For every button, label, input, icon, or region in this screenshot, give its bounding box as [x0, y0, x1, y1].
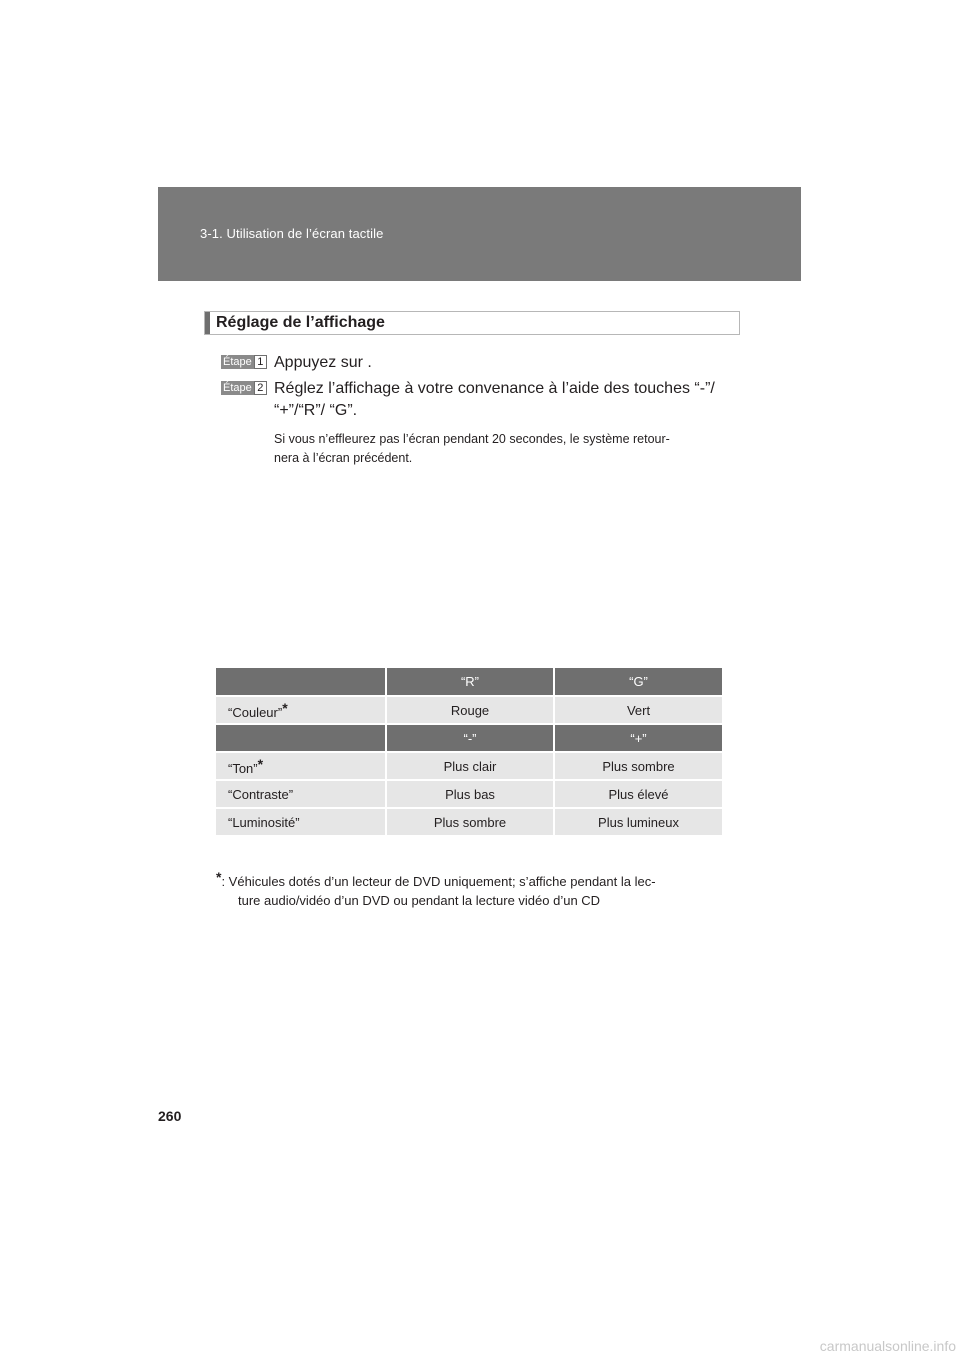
- table-header-row: [216, 724, 722, 752]
- table-row-label: [216, 696, 386, 724]
- step-1-text: Appuyez sur .: [274, 354, 372, 371]
- table-row: [216, 808, 722, 836]
- footnote: [216, 868, 746, 910]
- step-1-word: Étape: [223, 356, 252, 368]
- footnote-star: *: [282, 700, 288, 716]
- table-cell: Plus élevé: [554, 780, 722, 808]
- footnote-star: *: [257, 756, 264, 772]
- footnote-line-2: ture audio/vidéo d’un DVD ou pendant la lecture vidéo d’un CD: [238, 893, 601, 908]
- step-2-text-line2: “+”/“R”/ “G”.: [274, 402, 358, 419]
- footnote-text-1: : Véhicules dotés d’un lecteur de DVD uniquement; s’affiche pendant la lec-: [221, 874, 656, 889]
- chapter-header-band: [158, 187, 801, 281]
- table-header-cell: “R”: [386, 668, 554, 696]
- table-header-cell: “+”: [554, 724, 722, 752]
- step-2-badge: [221, 381, 267, 395]
- table-header-cell: “G”: [554, 668, 722, 696]
- chapter-header-title: 3-1. Utilisation de l’écran tactile: [200, 226, 384, 241]
- table-row-label: [216, 752, 386, 780]
- section-title-bar: [205, 312, 210, 334]
- watermark: carmanualsonline.info: [819, 1338, 956, 1354]
- note-line-1: Si vous n’effleurez pas l’écran pendant 20 secondes, le système retour-: [274, 432, 670, 446]
- footnote-line-1: [216, 868, 746, 891]
- step-2-text-line1: Réglez l’affichage à votre convenance à l’aide des touches “-”/: [274, 380, 715, 397]
- label-ton: “Ton”: [228, 761, 258, 776]
- note-line-2: nera à l’écran précédent.: [274, 451, 413, 465]
- display-settings-table: [216, 668, 722, 837]
- step-1-badge: [221, 355, 267, 369]
- table-cell: Plus sombre: [386, 808, 554, 836]
- label-couleur: “Couleur”: [228, 705, 283, 720]
- section-title: Réglage de l’affichage: [216, 314, 385, 331]
- table-cell: Rouge: [386, 696, 554, 724]
- step-1-number: 1: [254, 355, 267, 369]
- table-row-label: “Luminosité”: [216, 808, 386, 836]
- page-number: 260: [158, 1108, 182, 1124]
- table-header-cell: “-”: [386, 724, 554, 752]
- table-cell: Plus clair: [386, 752, 554, 780]
- table-header-cell: [216, 724, 386, 752]
- table-header-row: [216, 668, 722, 696]
- step-2-word: Étape: [223, 382, 252, 394]
- section-title-box: [204, 311, 740, 335]
- table-cell: Plus bas: [386, 780, 554, 808]
- table-cell: Vert: [554, 696, 722, 724]
- table-row: [216, 696, 722, 724]
- footnote-mark: *: [216, 869, 222, 885]
- table-row-label: “Contraste”: [216, 780, 386, 808]
- table-row: [216, 752, 722, 780]
- table-cell: Plus sombre: [554, 752, 722, 780]
- table-row: [216, 780, 722, 808]
- table-header-cell: [216, 668, 386, 696]
- step-2-number: 2: [254, 381, 267, 395]
- table-cell: Plus lumineux: [554, 808, 722, 836]
